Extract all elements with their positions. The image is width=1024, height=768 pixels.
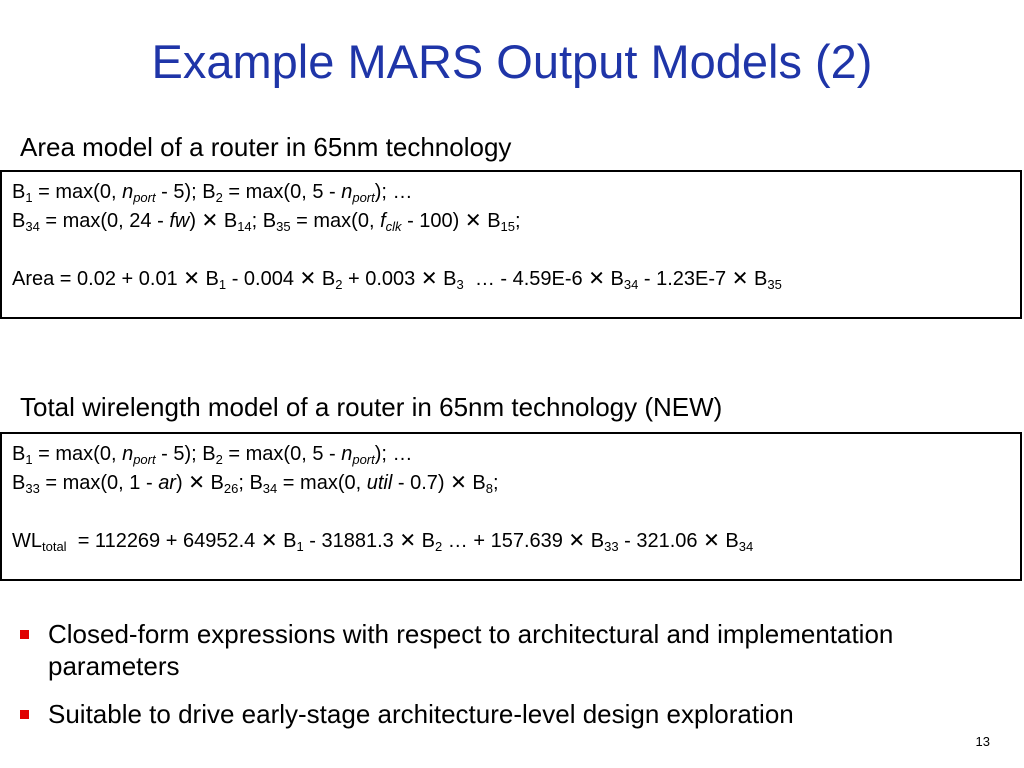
area-model-equation: Area = 0.02 + 0.01 ✕ $B_1 - 0.004$ ✕ $B_2 + 0.003$ ✕ $B_3$ … - 4.59E-6 ✕ $B_{34} - 1.23E-7$ ✕ $B_{35}$	[12, 268, 782, 292]
bullet-list	[20, 618, 1010, 746]
wirelength-model-equation: $WL_{total} = 112269 + 64952.4$ ✕ $B_1 - 31881.3$ ✕ $B_2$ … + 157.639 ✕ $B_{33} - 321.06$ ✕ $B_{34}$	[12, 530, 754, 554]
page-number: 13	[975, 734, 990, 749]
slide-title: Example MARS Output Models (2)	[151, 35, 873, 88]
area-model-box	[0, 170, 1022, 319]
wirelength-model-box	[0, 432, 1022, 581]
bullet-square-icon	[20, 630, 29, 639]
bullet-item	[20, 618, 1010, 682]
bullet-square-icon	[20, 710, 29, 719]
area-model-heading: Area model of a router in 65nm technology	[20, 132, 512, 162]
wirelength-model-line: $B_{33} = \max(0$, 1 - ar) ✕ $B_{26}$; $B_{34} = \max(0$, util - 0.7) ✕ $B_8$;	[12, 472, 499, 496]
wirelength-model-line: $B_1 = \max(0$, $n_{port} - 5$); $B_2 = \max(0$, $5 - n_{port}$); …	[12, 443, 413, 467]
bullet-item	[20, 698, 1010, 730]
bullet-text: Suitable to drive early-stage architecture-level design exploration	[48, 699, 794, 729]
bullet-text: Closed-form expressions with respect to architectural and implementation parameters	[48, 619, 894, 681]
area-model-line: $B_{34} = \max(0$, 24 - fw) ✕ $B_{14}$; $B_{35} = \max(0$, $f_{clk} - 100$) ✕ $B_{15}$;	[12, 210, 521, 234]
wirelength-model-heading: Total wirelength model of a router in 65nm technology (NEW)	[20, 392, 723, 422]
area-model-line: $B_1 = \max(0$, $n_{port} - 5$); $B_2 = \max(0$, $5 - n_{port}$); …	[12, 181, 413, 205]
